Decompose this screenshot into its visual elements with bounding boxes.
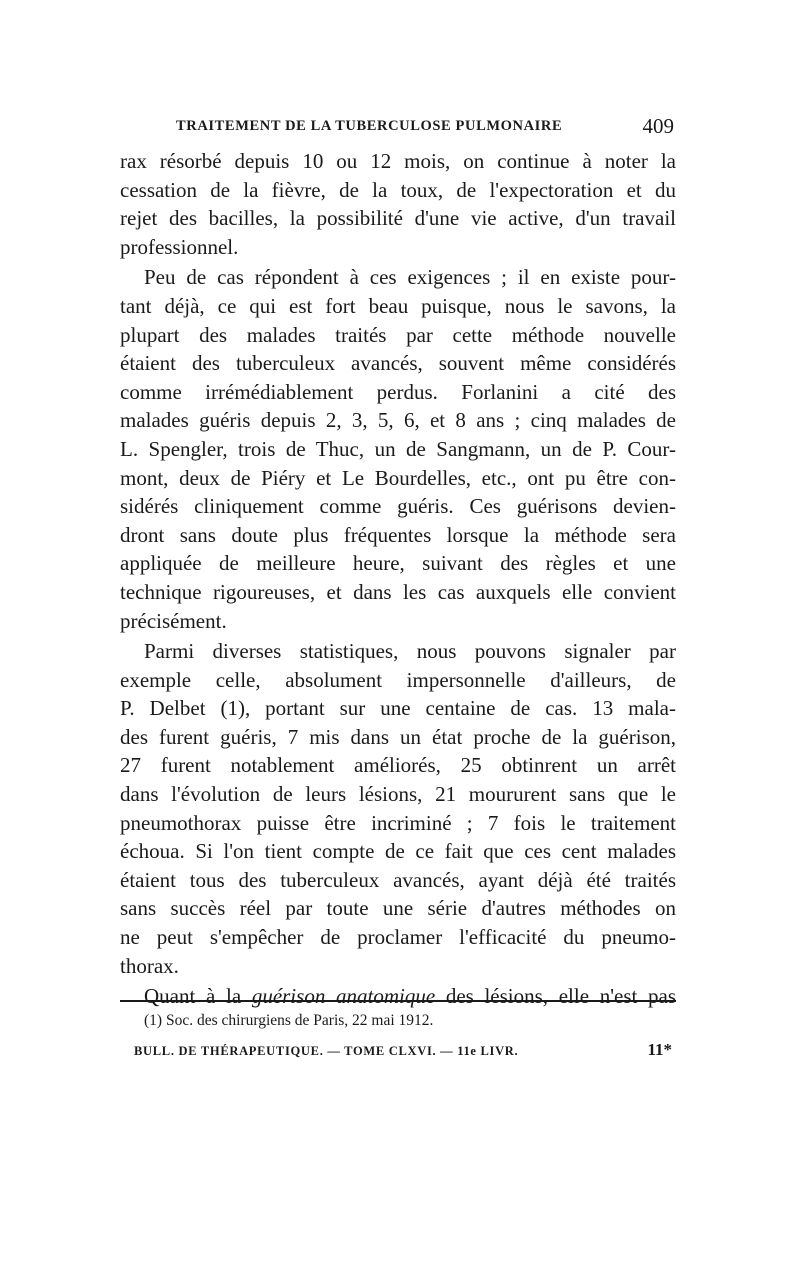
text-line: malades guéris depuis 2, 3, 5, 6, et 8 ans ; cinq malades de <box>120 408 676 433</box>
emphasis-text: guérison anatomique <box>251 984 436 1009</box>
text-line: L. Spengler, trois de Thuc, un de Sangmann, un de P. Cour- <box>120 436 676 461</box>
text-line: exemple celle, absolument impersonnelle d'ailleurs, de <box>120 667 676 692</box>
text-line: technique rigoureuses, et dans les cas auxquels elle convient <box>120 579 676 604</box>
text-line: thorax. <box>120 953 179 978</box>
text-line: précisément. <box>120 608 227 633</box>
text-line: professionnel. <box>120 234 239 259</box>
journal-signature: BULL. DE THÉRAPEUTIQUE. — TOME CLXVI. — 11e LIVR. <box>134 1044 519 1058</box>
footnote: (1) Soc. des chirurgiens de Paris, 22 mai 1912. <box>144 1012 434 1029</box>
text-line: échoua. Si l'on tient compte de ce fait que ces cent malades <box>120 839 676 864</box>
text-line <box>120 982 676 1011</box>
paragraph-3 <box>120 637 676 980</box>
text-line: 27 furent notablement améliorés, 25 obtinrent un arrêt <box>120 753 676 778</box>
running-head <box>120 114 680 142</box>
text-line: rax résorbé depuis 10 ou 12 mois, on continue à noter la <box>120 149 676 173</box>
paragraph-1 <box>120 147 676 261</box>
paragraph-2 <box>120 263 676 635</box>
text-line: tant déjà, ce qui est fort beau puisque, nous le savons, la <box>120 293 676 318</box>
text-line: P. Delbet (1), portant sur une centaine de cas. 13 mala- <box>120 696 676 721</box>
text-line: rejet des bacilles, la possibilité d'une vie active, d'un travail <box>120 206 676 231</box>
text-line: dront sans doute plus fréquentes lorsque la méthode sera <box>120 522 676 547</box>
text-line: dans l'évolution de leurs lésions, 21 moururent sans que le <box>120 782 676 807</box>
text-line: ne peut s'empêcher de proclamer l'efficacité du pneumo- <box>120 925 676 950</box>
text-line: comme irrémédiablement perdus. Forlanini a cité des <box>120 379 676 404</box>
text-line: étaient tous des tuberculeux avancés, ayant déjà été traités <box>120 867 676 892</box>
page-footer <box>134 1040 676 1064</box>
text-line: sidérés cliniquement comme guéris. Ces guérisons devien- <box>120 494 676 519</box>
text-line: cessation de la fièvre, de la toux, de l'expectoration et du <box>120 177 676 202</box>
text-run: Quant à la <box>144 984 252 1009</box>
text-line: Peu de cas répondent à ces exigences ; il en existe pour- <box>144 265 676 290</box>
page-number: 409 <box>642 114 674 138</box>
body-text <box>120 147 676 1011</box>
text-line: sans succès réel par toute une série d'autres méthodes on <box>120 896 676 921</box>
footnote-rule <box>120 1000 676 1002</box>
book-page <box>120 0 680 1262</box>
text-line: plupart des malades traités par cette méthode nouvelle <box>120 322 676 347</box>
text-line: étaient des tuberculeux avancés, souvent même considérés <box>120 351 676 376</box>
text-line: des furent guéris, 7 mis dans un état proche de la guérison, <box>120 724 676 749</box>
text-line: appliquée de meilleure heure, suivant des règles et une <box>120 551 676 576</box>
text-line: Parmi diverses statistiques, nous pouvons signaler par <box>144 639 676 664</box>
paragraph-4 <box>120 982 676 1011</box>
text-line: mont, deux de Piéry et Le Bourdelles, etc., ont pu être con- <box>120 465 676 490</box>
text-run: des lésions, elle n'est pas <box>435 984 676 1009</box>
text-line: pneumothorax puisse être incriminé ; 7 fois le traitement <box>120 810 676 835</box>
gathering-mark: 11* <box>647 1040 672 1059</box>
running-head-title: TRAITEMENT DE LA TUBERCULOSE PULMONAIRE <box>176 118 563 134</box>
